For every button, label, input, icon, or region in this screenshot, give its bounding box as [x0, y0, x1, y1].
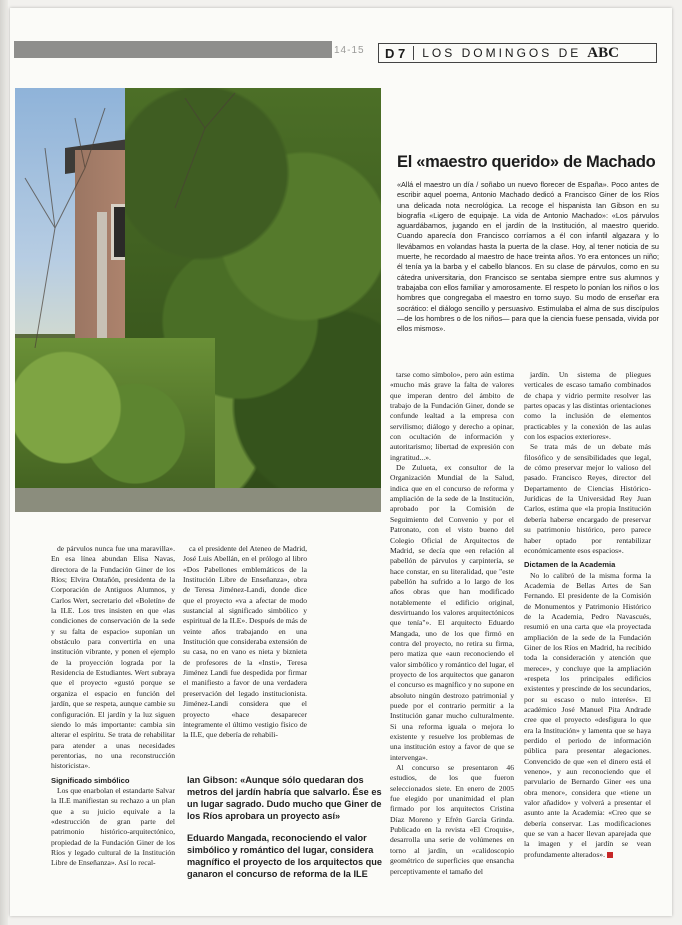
paragraph-text: No lo calibró de la misma forma la Academia de Bellas Artes de San Fernando. El presidente de la Comisión de Monumentos y Patrimonio Histórico de la Academia, Pedro Navascués, resumió en una carta que «la proyectada ampliación de la sede de la Fundación Giner de los Ríos en Madrid, ha recibido toda la consideración y atención que merece», y concluye que la ampliación «respeta los principales edificios existentes y prescinde de los secundarios, por su escaso o nulo interés». El académico José Manuel Pita Andrade cree que el proyecto «desfigura lo que era la Institución» y lamenta que se haya perdido el periodo de información pública para presentar alegaciones. Convencido de que «en el dinero está el veneno», y aun reconociendo que el parvulario de Bernardo Giner «es una obra menor», considera que «tiene un valor añadido» y volverá a presentar el asunto ante la Academia: «Creo que se debería conservar. Las modificaciones que se van a hacer llevan aparejada que la imagen y el jardín se vean profundamente alterados». [524, 570, 651, 859]
page-numbers: 14-15 [334, 45, 365, 56]
end-of-article-mark [607, 852, 613, 858]
photo-bushes [15, 338, 215, 512]
paragraph: Se trata más de un debate más filosófico y de sensibilidades que legal, de cómo preservar mejor lo valioso del pasado. Francisco Reyes, director del Departamento de Ciencias Histórico-Jurídicas de la Universidad Rey Juan Carlos, estima que «la propia Institución debería haberse encargado de preservar su patrimonio histórico, pero parece haber optado por rentabilizar económicamente esos espacios». [524, 442, 651, 555]
header-divider [413, 46, 414, 60]
subheading: Significado simbólico [51, 775, 130, 785]
paragraph: tarse como símbolo», pero aún estima «mucho más grave la falta de valores que imperan dentro del ámbito de trabajo de la Fundación Giner, donde se confunde lealtad a la empresa con servilismo; diálogo y derecho a opinar, con ocultación de información y autoritarismo; libertad de expresión con ingratitud...». [390, 370, 514, 462]
article-column-2 [183, 544, 307, 741]
paragraph [524, 571, 651, 861]
paragraph: jardín. Un sistema de pliegues verticales de escaso tamaño combinados de chapa y vidrio permite resolver las partes opacas y las distintas orientaciones como la inclusión de elementos practicables y la conexión de las aulas con los espacios exteriores». [524, 370, 651, 442]
article-column-1 [51, 544, 175, 869]
photo-branches [15, 88, 381, 348]
publication-name: LOS DOMINGOS DE [422, 46, 582, 60]
sidebar-intro: «Allá el maestro un día / soñabo un nuevo florecer de España». Poco antes de escribir aquel poema, Antonio Machado dedicó a Francisco Giner de los Ríos una delicada nota necrológica. La recoge el hispanista Ian Gibson en su biografía «Ligero de equipaje. La vida de Antonio Machado»: «Los párvulos aguardábamos, jugando en el jardín de la Institución, al maestro querido. Cuando aparecía don Francisco corríamos a él con infantil algazara y lo llevábamos en volandas hasta la puerta de la clase. Hoy, al tener noticia de su muerte, he recordado al maestro de hace treinta años. Yo era entonces un niño; él tenía ya la barba y el cabello blancos. En su clase de párvulos, como en su cátedra universitaria, don Francisco se sentaba siempre entre sus alumnos y trabajaba con ellos familiar y amorosamente. El respeto lo ponían los niños o los hombres que congregaba el maestro en torno suyo. Su modo de enseñar era socrático: el diálogo sencillo y persuasivo. Estimulaba el alma de sus discípulos —de los hombres o de los niños— para que la ciencia fuese pensada, vivida por ellos mismos». [397, 180, 659, 334]
pull-quote: Ian Gibson: «Aunque sólo quedaran dos metros del jardín habría que salvarlo. Ése es un lugar sagrado. Dudo mucho que Giner de los Ríos aprobara un proyecto así» [187, 775, 382, 821]
pull-quote: Eduardo Mangada, reconociendo el valor simbólico y romántico del lugar, considera magnífico el proyecto de los arquitectos que ganaron el concurso de reforma de la ILE [187, 833, 383, 879]
scan-edge [0, 0, 8, 925]
paragraph: de párvulos nunca fue una maravilla». En esa línea abundan Elisa Navas, directora de la Fundación Giner de los Ríos; Elvira Ontañón, presidenta de la Corporación de Antiguos Alumnos, y Carlos Wert, secretario del «Boletín» de la ILE. Los tres insisten en que «las condiciones de conservación de la sede y su falta de espacio» suponían un obstáculo para convertirla en una institución vibrante, y ponen el ejemplo de la proyección lograda por la Residencia de Estudiantes. Wert subraya que el proyecto «gustó porque se organiza el espacio en función del jardín, que se respeta, aunque cambie su configuración. El jardín y la luz siguen siendo lo más importante: cambia sin alterar el espíritu. Se trata de rehabilitar para atender a unas necesidades perentorias, no una reconstrucción historicista». [51, 544, 175, 771]
garden-photo [15, 88, 381, 512]
paragraph: Los que enarbolan el estandarte Salvar la ILE manifiestan su rechazo a un plan que a su juicio equivale a la «destrucción de gran parte del patrimonio histórico-arquitectónico, propiedad de la Fundación Giner de los Ríos y legado cultural de la Institución Libre de Enseñanza». Así lo recal- [51, 785, 175, 868]
paragraph: ca el presidente del Ateneo de Madrid, José Luis Abellán, en el prólogo al libro «Dos Pabellones emblemáticos de la Institución Libre de Enseñanza», obra de Teresa Jiménez-Landi, donde dice que el proyecto «va a afectar de modo sustancial al significado simbólico y espiritual de la ILE». Después de más de veinte años trabajando en una Institución que consideraba extensión de su casa, no en vano es nieta y biznieta de profesores de la «Insti», Teresa Jiménez Landi fue despedida por firmar el manifiesto a favor de una verdadera preservación del legado institucionista. Jiménez-Landi considera que el proyecto «hace desaparecer íntegramente el último vestigio físico de la ILE, que debería de rehabili- [183, 544, 307, 740]
brand-logo: ABC [587, 44, 619, 61]
article-title: El «maestro querido» de Machado [397, 153, 656, 171]
paragraph: Al concurso se presentaron 46 estudios, de los que fueron seleccionados siete. En enero de 2005 fue elegido por unanimidad el plan firmado por los arquitectos Cristina Díaz Moreno y Efrén García Grinda. Publicado en la revista «El Croquis», desarrolla una serie de volúmenes en torno al jardín, un «calidoscopio geométrico de superficies que ensancha perceptivamente el tamaño del [390, 763, 514, 876]
subheading: Dictamen de la Academia [524, 560, 616, 570]
article-column-4 [524, 370, 651, 860]
section-number: D 7 [385, 45, 406, 61]
article-column-3 [390, 370, 514, 877]
paragraph: De Zulueta, ex consultor de la Organización Mundial de la Salud, indica que en el concurso de reforma y ampliación de la sede de la Institución, aprobado por la Comisión de Seguimiento del Convenio y por el Patronato, con el visto bueno del Colegio Oficial de Arquitectos de Madrid, se decía que «en relación al pabellón de párvulos y carpintería, se hace constar, en su literalidad, que "este pabellón ha sufrido a lo largo de los años obras que han modificado notablemente el edificio original, desvirtuando los valores arquitectónicos que tenía"». El arquitecto Eduardo Mangada, uno de los que firmó en contra del proyecto, no retira su firma, pero matiza que «aun reconociendo el valor simbólico y romántico del lugar, el proyecto de los arquitectos que ganaron el concurso es magnífico y no supone en absoluto ningún destrozo patrimonial y puede por el contrario permitir a la Institución ganar mucho culturalmente. Si una reforma iguala o mejora lo existente y resuelve los problemas de una institución estoy a favor de que se intervenga». [390, 463, 514, 762]
header-masthead [378, 43, 657, 63]
photo-path [15, 488, 381, 512]
header-band [14, 41, 332, 58]
